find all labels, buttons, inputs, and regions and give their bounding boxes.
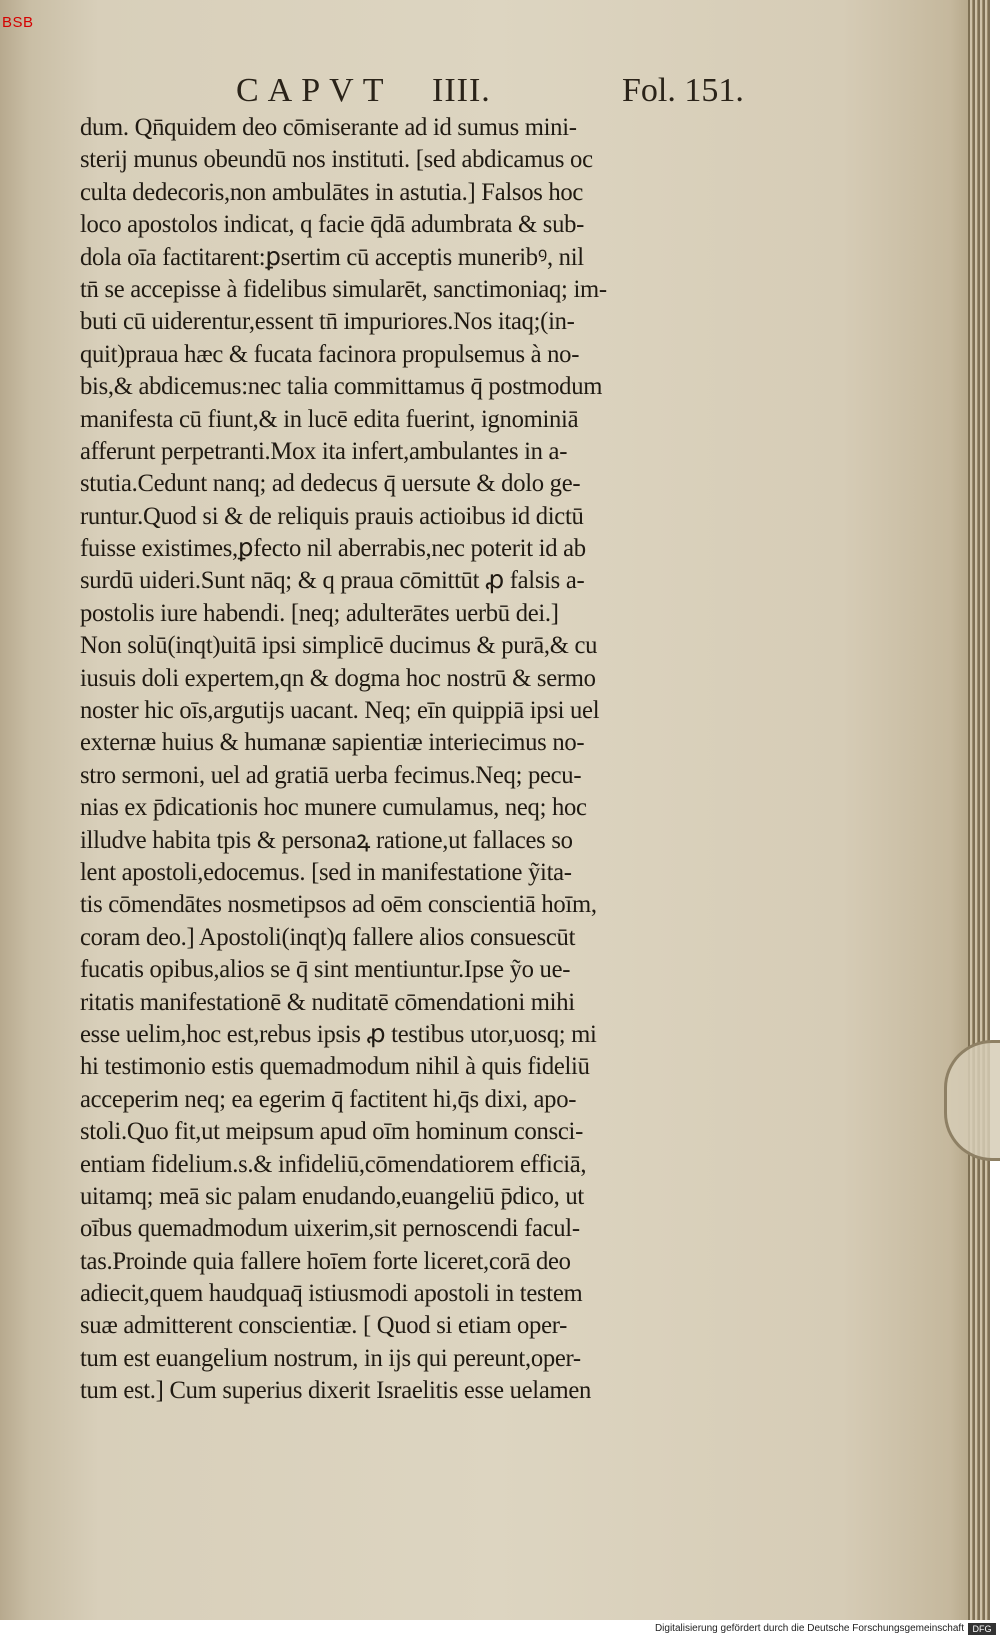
text-line: coram deo.] Apostoli(inqt)q fallere alios consuescūt — [80, 923, 576, 951]
text-line: surdū uideri.Sunt nāq; & q praua cōmittūt ꝓ falsis a- — [80, 567, 585, 595]
text-line: dola oīa factitarent:ꝑsertim cū acceptis muneribꝰ, nil — [80, 243, 584, 271]
text-line: bis,& abdicemus:nec talia committamus q̄ postmodum — [80, 373, 603, 401]
text-line: stutia.Cedunt nanq; ad dedecus q̄ uersute & dolo ge- — [80, 470, 581, 498]
header-chapter-numeral: IIII. — [432, 72, 491, 109]
text-line: tn̄ se accepisse à fidelibus simularēt, sanctimoniaq; im- — [80, 275, 607, 303]
text-line: fuisse existimes,ꝑfecto nil aberrabis,nec poterit id ab — [80, 535, 586, 563]
text-line: stro sermoni, uel ad gratiā uerba fecimus.Neq; pecu- — [80, 761, 582, 789]
dfg-logo: DFG — [968, 1623, 996, 1635]
text-line: quit)praua hæc & fucata facinora propulsemus à no- — [80, 340, 580, 368]
text-line: tis cōmendātes nosmetipsos ad oēm conscientiā hoīm, — [80, 891, 597, 919]
text-line: loco apostolos indicat, q facie q̄dā adumbrata & sub- — [80, 211, 585, 239]
text-line: lent apostoli,edocemus. [sed in manifestatione ỹita- — [80, 858, 572, 886]
text-line: noster hic oīs,argutijs uacant. Neq; eīn quippiā ipsi uel — [80, 697, 600, 725]
text-line: tum est euangelium nostrum, in ijs qui pereunt,oper- — [80, 1344, 581, 1372]
text-line: suæ admitterent conscientiæ. [ Quod si etiam oper- — [80, 1312, 568, 1340]
text-line: esse uelim,hoc est,rebus ipsis ꝓ testibus utor,uosq; mi — [80, 1020, 597, 1048]
text-line: dum. Qn̄quidem deo cōmiserante ad id sumus mini- — [80, 114, 577, 141]
text-line: stoli.Quo fit,ut meipsum apud oīm hominum consci- — [80, 1118, 583, 1146]
text-line: externæ huius & humanæ sapientiæ interiecimus no- — [80, 729, 585, 757]
text-line: acceperim neq; ea egerim q̄ factitent hi,q̄s dixi, apo- — [80, 1085, 577, 1113]
text-line: uitamq; meā sic palam enudando,euangeliū p̄dico, ut — [80, 1182, 584, 1210]
library-mark: BSB — [2, 14, 34, 31]
text-line: afferunt perpetranti.Mox ita infert,ambulantes in a- — [80, 437, 568, 465]
text-line: adiecit,quem haudquaq̄ istiusmodi apostoli in testem — [80, 1280, 583, 1308]
text-line: culta dedecoris,non ambulātes in astutia.] Falsos hoc — [80, 178, 584, 206]
text-line: hi testimonio estis quemadmodum nihil à quis fideliū — [80, 1053, 590, 1081]
text-line: ritatis manifestationē & nuditatē cōmendationi mihi — [80, 988, 575, 1016]
text-line: iusuis doli expertem,qn & dogma hoc nostrū & sermo — [80, 664, 596, 692]
digitization-credit: Digitalisierung gefördert durch die Deutsche Forschungsgemeinschaft — [654, 1623, 964, 1634]
text-line: tas.Proinde quia fallere hoīem forte liceret,corā deo — [80, 1247, 571, 1275]
text-line: manifesta cū fiunt,& in lucē edita fuerint, ignominiā — [80, 405, 579, 433]
text-line: Non solū(inqt)uitā ipsi simplicē ducimus & purā,& cu — [80, 632, 598, 660]
text-line: buti cū uiderentur,essent tn̄ impuriores.Nos itaq;(in- — [80, 308, 575, 336]
text-line: tum est.] Cum superius dixerit Israelitis esse uelamen — [80, 1377, 592, 1405]
text-line: nias ex p̄dicationis hoc munere cumulamus, neq; hoc — [80, 794, 587, 822]
text-line: postolis iure habendi. [neq; adulterātes uerbū dei.] — [80, 599, 559, 627]
text-line: oībus quemadmodum uixerim,sit pernoscendi facul- — [80, 1215, 580, 1243]
running-header — [220, 72, 780, 116]
text-line: fucatis opibus,alios se q̄ sint mentiuntur.Ipse ỹo ue- — [80, 956, 571, 984]
body-text — [80, 112, 780, 1408]
text-line: runtur.Quod si & de reliquis prauis actioibus id dictū — [80, 502, 584, 530]
text-line: illudve habita tpis & personaꝝ ratione,ut fallaces so — [80, 826, 573, 854]
text-line: sterij munus obeundū nos instituti. [sed abdicamus oc — [80, 146, 593, 174]
header-folio: Fol. 151. — [622, 72, 744, 109]
header-caput: CAPVT — [236, 72, 393, 109]
page-edges — [968, 0, 990, 1620]
text-line: entiam fidelium.s.& infideliū,cōmendatiorem efficiā, — [80, 1150, 587, 1178]
